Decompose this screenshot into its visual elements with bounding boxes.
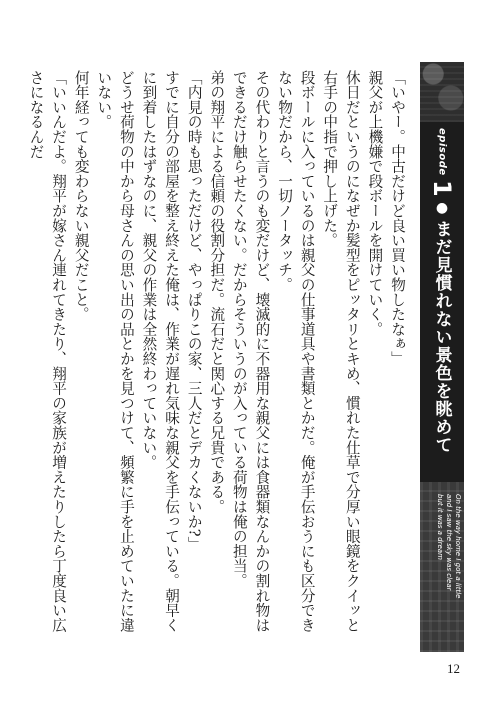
episode-label: episode bbox=[436, 128, 448, 176]
paragraph: 親父が上機嫌で段ボールを開けていく。 bbox=[366, 70, 384, 337]
banner-subtitle-line: but it was a dream bbox=[436, 494, 444, 560]
banner-photo-top bbox=[420, 62, 464, 122]
paragraph: 弟の翔平による信頼の役割分担だ。流石だと関心する兄貴である。 bbox=[208, 70, 226, 514]
body-text bbox=[27, 70, 408, 640]
paragraph: 「内見の時も思っただけど、やっぱりこの家、三人だとデカくないか?」 bbox=[185, 70, 203, 552]
paragraph: 段ボールに入っているのは親父の仕事道具や書類とかだ。俺が手伝おうにも区分できない物だから、一切ノータッチ。 bbox=[276, 70, 316, 633]
chapter-title-text: まだ見慣れない景色を眺めて bbox=[431, 220, 452, 455]
chapter-banner bbox=[420, 62, 464, 652]
bullet-icon: ● bbox=[434, 200, 450, 217]
paragraph: 「いいんだよ。翔平が嫁さん連れてきたり、翔平の家族が増えたりしたら丁度良い広さになるんだ bbox=[27, 70, 68, 633]
paragraph: すでに自分の部屋を整え終えた俺は、作業が遅れ気味な親父を手伝っている。朝早くに到着したはずなのに、親父の作業は全然終わっていない。 bbox=[140, 70, 181, 633]
paragraph: 「いやー。中古だけど良い買い物したなぁ」 bbox=[389, 70, 406, 366]
paragraph: どうせ荷物の中から母さんの思い出の品とかを見つけて、頻繁に手を止めていたに違いない。 bbox=[95, 70, 135, 633]
banner-subtitle bbox=[422, 494, 462, 634]
page-number: 12 bbox=[447, 661, 460, 676]
banner-subtitle-line: On the way home I got a little bbox=[454, 494, 462, 599]
chapter-title bbox=[420, 128, 464, 508]
episode-number: 1 bbox=[428, 179, 456, 197]
paragraph: 何年経っても変わらない親父だこと。 bbox=[72, 70, 90, 322]
paragraph: 休日だというのになぜか髪型をピッタリとキめ、慣れた仕草で分厚い眼鏡をクイッと右手の中指で押し上げた。 bbox=[321, 70, 361, 633]
paragraph: その代わりと言うのも変だけど、壊滅的に不器用な親父には食器類なんかの割れ物はできるだけ触らせたくない。だからそういうのが入っている荷物は俺の担当。 bbox=[230, 70, 271, 633]
banner-subtitle-line: and I saw the sky was clear bbox=[445, 494, 453, 591]
